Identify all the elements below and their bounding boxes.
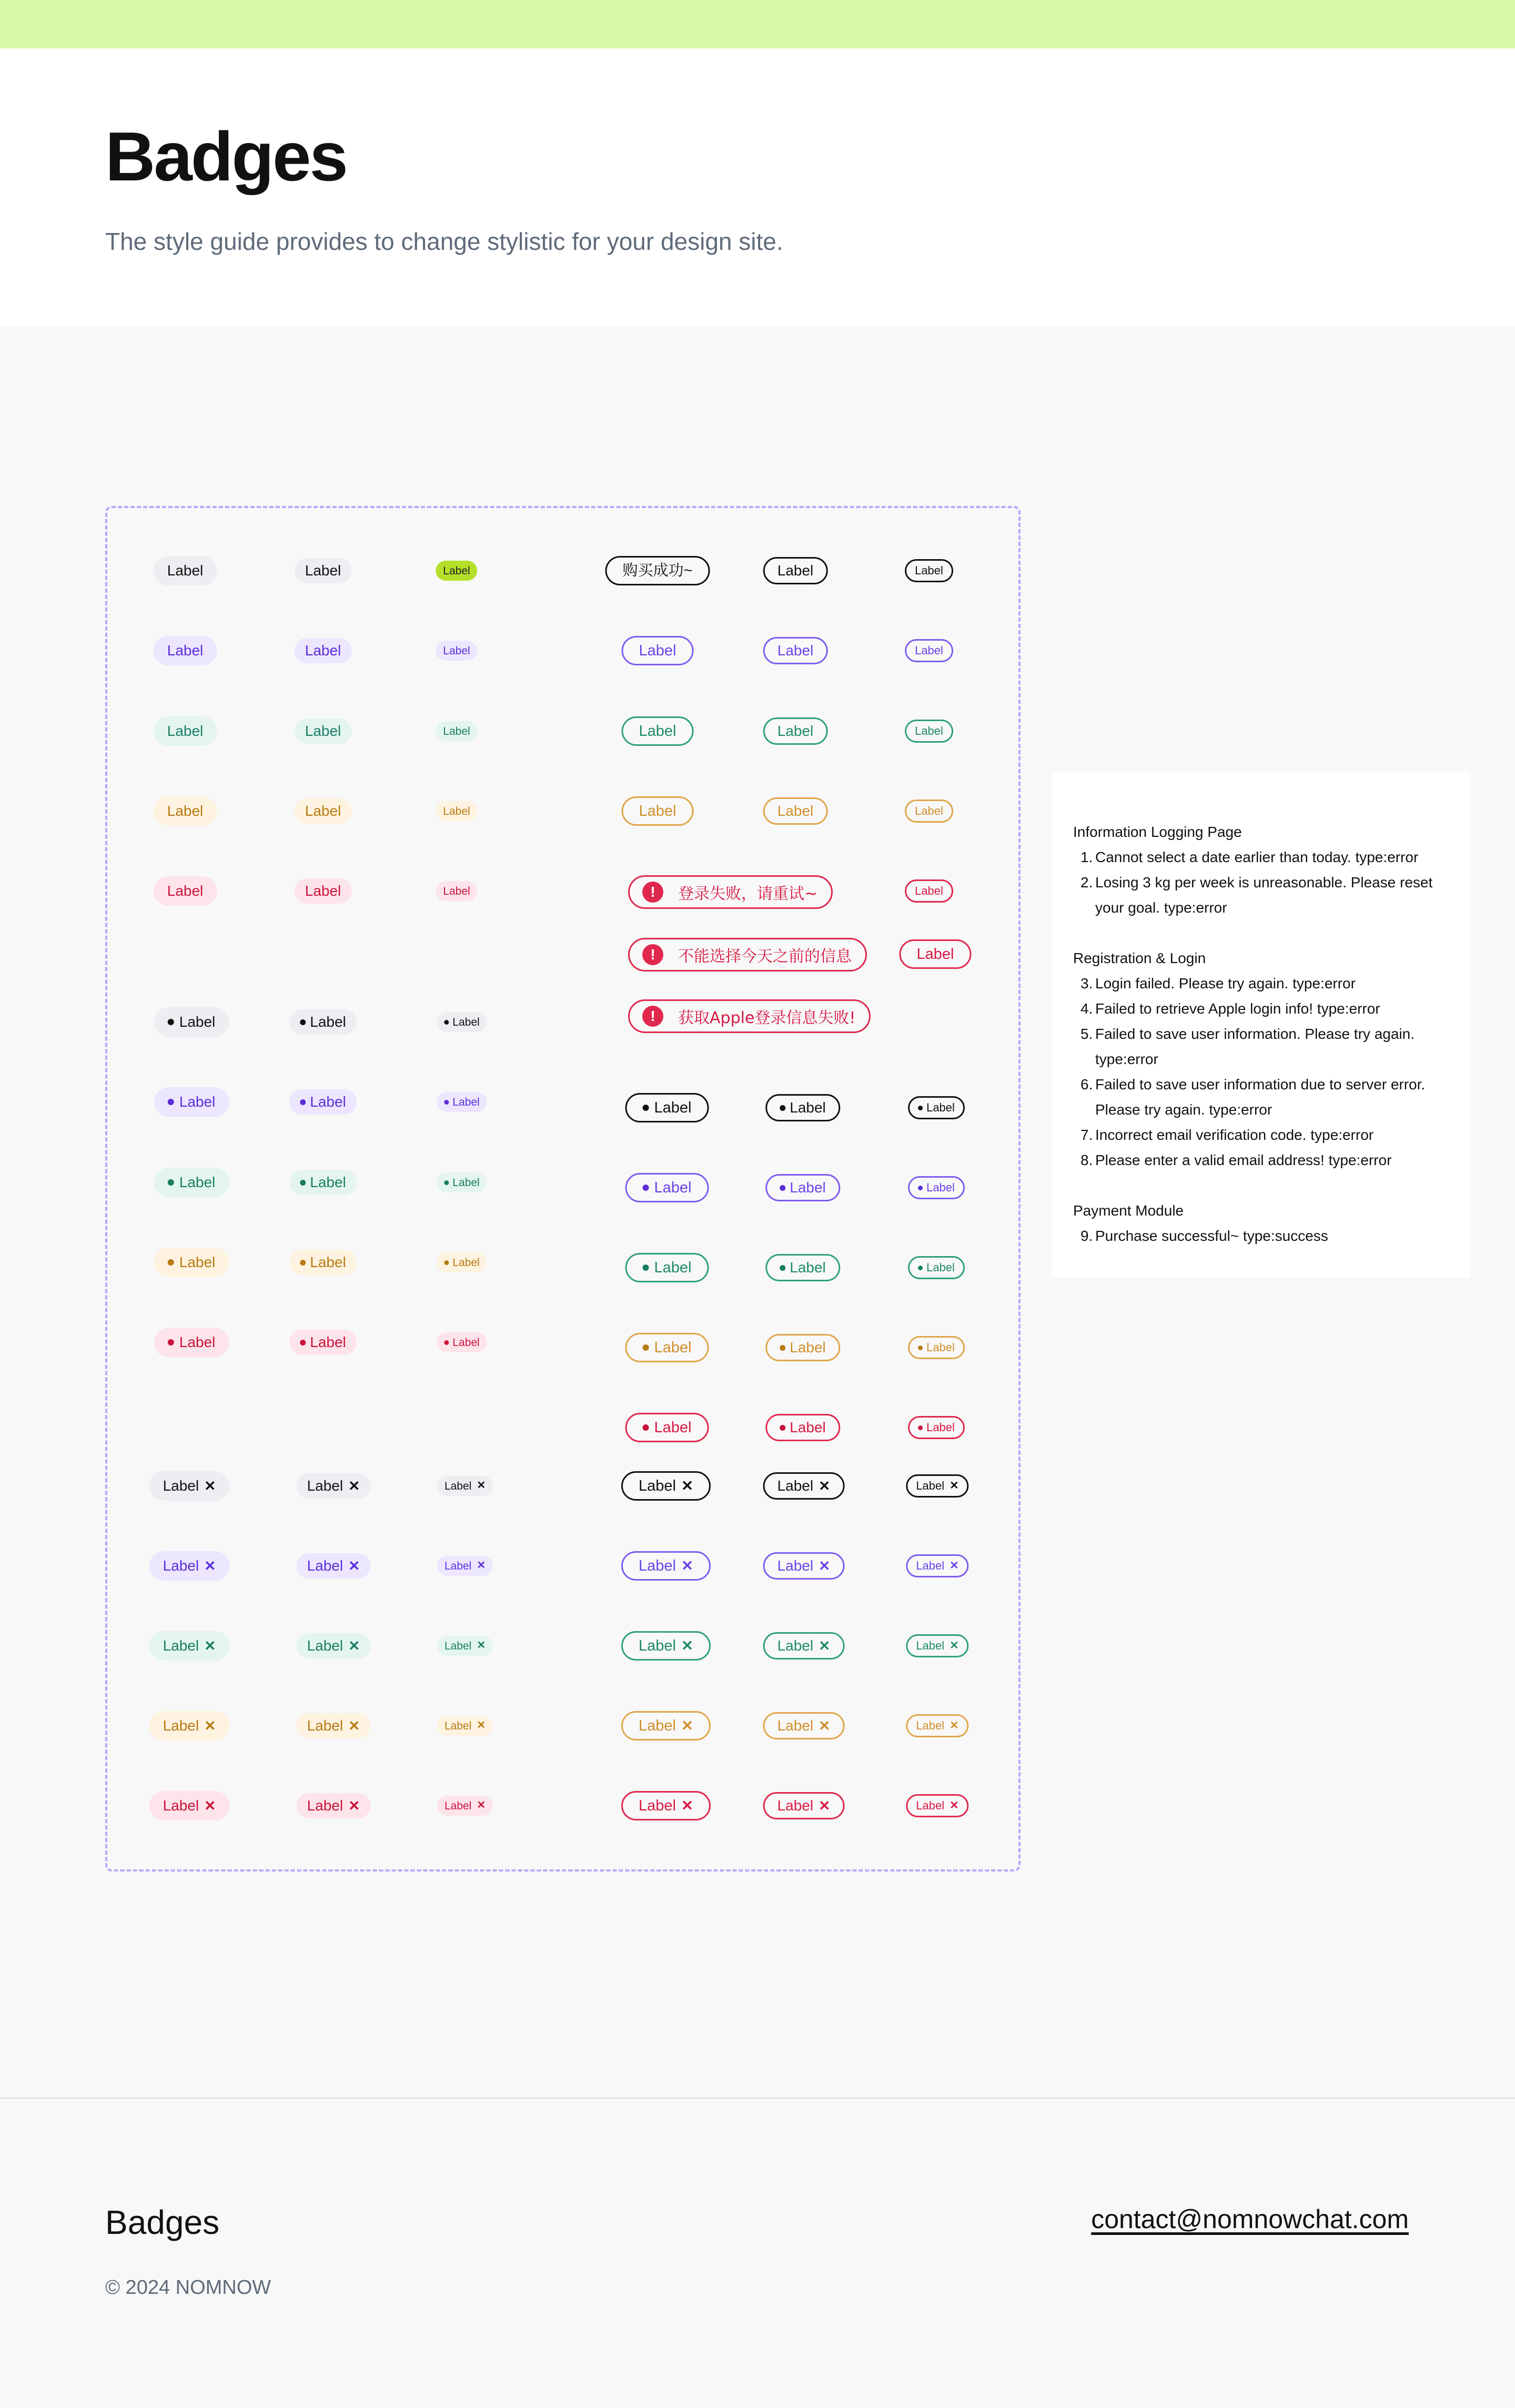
- badge-label: Label: [915, 804, 943, 817]
- close-icon[interactable]: ✕: [950, 1559, 959, 1572]
- close-icon[interactable]: ✕: [950, 1719, 959, 1732]
- amber-badge: [436, 801, 477, 821]
- badge-label: Label: [777, 1717, 814, 1734]
- badge-label: Label: [310, 1334, 346, 1350]
- neutral-badge: [154, 556, 217, 585]
- neutral-dot-badge: [154, 1007, 229, 1037]
- badge-label: Label: [444, 1719, 472, 1732]
- top-accent-bar: [0, 0, 1515, 48]
- badge-label: Label: [638, 1797, 676, 1814]
- amber-outline-badge: [622, 796, 694, 826]
- teal-closable-outline-badge[interactable]: [621, 1631, 711, 1661]
- teal-dot-badge: [437, 1172, 487, 1192]
- amber-closable-badge[interactable]: [149, 1711, 230, 1741]
- spec-item: 8. Please enter a valid email address! type:error: [1080, 1152, 1392, 1168]
- amber-outline-badge: [763, 797, 828, 825]
- neutral-badge: [436, 561, 477, 581]
- close-icon[interactable]: ✕: [348, 1637, 360, 1654]
- message-spec-panel: [1052, 771, 1471, 1277]
- close-icon[interactable]: ✕: [681, 1797, 694, 1814]
- teal-closable-badge[interactable]: [149, 1631, 230, 1661]
- neutral-closable-outline-badge[interactable]: [621, 1471, 711, 1501]
- teal-outline-badge: [622, 716, 694, 746]
- red-outline-badge: [900, 939, 972, 969]
- status-dot-icon: [444, 1180, 449, 1185]
- teal-closable-outline-badge[interactable]: [906, 1634, 968, 1657]
- status-dot-icon: [780, 1425, 785, 1431]
- badge-label: Label: [452, 1336, 480, 1349]
- neutral-closable-outline-badge[interactable]: [906, 1474, 968, 1498]
- badge-label: Label: [916, 1639, 945, 1652]
- spec-item: 3. Login failed. Please try again. type:error: [1080, 975, 1356, 991]
- purple-outline-badge: [905, 639, 953, 662]
- badge-label: Label: [452, 1096, 480, 1108]
- red-dot-outline-badge: [765, 1414, 840, 1441]
- status-dot-icon: [168, 1259, 174, 1266]
- amber-badge: [295, 798, 352, 824]
- badge-label: Label: [443, 564, 470, 577]
- purple-closable-badge[interactable]: [297, 1553, 371, 1579]
- teal-closable-badge[interactable]: [297, 1633, 371, 1658]
- status-dot-icon: [168, 1339, 174, 1345]
- badge-label: Label: [654, 1419, 692, 1436]
- close-icon[interactable]: ✕: [348, 1478, 360, 1494]
- badge-showcase-frame: [105, 506, 1021, 1871]
- teal-badge: [154, 716, 217, 746]
- spec-group-login: [1073, 946, 1450, 1173]
- badge-label: 购买成功~: [622, 562, 693, 579]
- badge-label: Label: [916, 1799, 945, 1812]
- status-dot-icon: [643, 1105, 649, 1111]
- badge-label: Label: [444, 1560, 472, 1572]
- status-dot-icon: [444, 1100, 449, 1105]
- badge-label: Label: [307, 1797, 344, 1814]
- neutral-dot-outline-badge: [625, 1093, 709, 1122]
- badge-label: Label: [179, 1014, 216, 1030]
- teal-dot-badge: [289, 1170, 357, 1195]
- badge-label: Label: [167, 883, 204, 899]
- status-dot-icon: [780, 1265, 785, 1271]
- badge-label: Label: [443, 885, 470, 897]
- badge-label: Label: [926, 1181, 955, 1194]
- close-icon[interactable]: ✕: [681, 1637, 694, 1654]
- badge-label: Label: [163, 1478, 199, 1494]
- badge-label: Label: [307, 1478, 344, 1494]
- status-dot-icon: [780, 1185, 785, 1191]
- footer-divider: [0, 2098, 1515, 2099]
- purple-badge: [436, 641, 477, 661]
- purple-dot-badge: [154, 1087, 229, 1117]
- status-dot-icon: [444, 1340, 449, 1345]
- badge-label: Label: [790, 1419, 826, 1435]
- badge-label: Label: [452, 1176, 480, 1189]
- spec-item: 2. Losing 3 kg per week is unreasonable. Please reset your goal. type:error: [1080, 874, 1433, 916]
- purple-badge: [154, 636, 217, 665]
- badge-label: Label: [654, 1179, 692, 1196]
- status-dot-icon: [168, 1179, 174, 1186]
- badge-label: Label: [444, 1799, 472, 1812]
- status-dot-icon: [300, 1019, 306, 1025]
- spec-item: 4. Failed to retrieve Apple login info! type:error: [1080, 1000, 1380, 1017]
- status-dot-icon: [300, 1260, 306, 1266]
- badge-label: Label: [443, 725, 470, 737]
- close-icon[interactable]: ✕: [477, 1640, 486, 1652]
- error-icon: !: [642, 1006, 663, 1027]
- amber-closable-outline-badge[interactable]: [906, 1714, 968, 1737]
- page-subtitle: The style guide provides to change stylistic for your design site.: [105, 228, 783, 255]
- close-icon[interactable]: ✕: [819, 1797, 831, 1814]
- spec-group-title: Information Logging Page: [1073, 824, 1242, 840]
- amber-dot-badge: [437, 1252, 487, 1272]
- badge-label: Label: [777, 723, 814, 739]
- teal-dot-badge: [154, 1168, 229, 1197]
- status-dot-icon: [643, 1264, 649, 1271]
- badge-label: Label: [305, 562, 341, 579]
- red-outline-badge: [905, 879, 953, 903]
- neutral-closable-badge[interactable]: [437, 1476, 493, 1496]
- badge-label: Label: [926, 1101, 955, 1114]
- amber-closable-outline-badge[interactable]: [763, 1712, 845, 1739]
- red-dot-badge: [437, 1332, 487, 1352]
- badge-label: Label: [305, 883, 341, 899]
- badge-label: Label: [790, 1339, 826, 1355]
- badge-label: Label: [167, 803, 204, 819]
- badge-label: Label: [790, 1259, 826, 1276]
- teal-dot-outline-badge: [625, 1253, 709, 1282]
- badge-label: Label: [654, 1259, 692, 1276]
- badge-label: Label: [777, 642, 814, 659]
- red-dot-outline-badge: [625, 1413, 709, 1442]
- amber-outline-badge: [905, 800, 953, 823]
- badge-label: Label: [654, 1339, 692, 1356]
- purple-closable-outline-badge[interactable]: [906, 1554, 968, 1577]
- badge-label: Label: [926, 1341, 955, 1354]
- red-dot-badge: [154, 1328, 229, 1357]
- teal-badge: [436, 721, 477, 741]
- badge-label: Label: [443, 644, 470, 657]
- badge-label: Label: [310, 1174, 346, 1190]
- amber-closable-outline-badge[interactable]: [621, 1711, 711, 1741]
- close-icon[interactable]: ✕: [950, 1479, 959, 1492]
- close-icon[interactable]: ✕: [348, 1717, 360, 1734]
- badge-label: Label: [305, 723, 341, 739]
- status-dot-icon: [780, 1345, 785, 1351]
- badge-label: Label: [777, 1797, 814, 1814]
- amber-dot-outline-badge: [765, 1334, 840, 1361]
- spec-item: 9. Purchase successful~ type:success: [1080, 1228, 1328, 1244]
- purple-outline-badge: [763, 637, 828, 664]
- badge-label: Label: [777, 1478, 814, 1494]
- badge-label: Label: [916, 1559, 945, 1572]
- amber-dot-outline-badge: [625, 1333, 709, 1362]
- purple-dot-outline-badge: [625, 1173, 709, 1202]
- badge-label: Label: [444, 1640, 472, 1652]
- purple-dot-badge: [289, 1089, 357, 1115]
- badge-label: Label: [179, 1334, 216, 1350]
- badge-label: Label: [790, 1099, 826, 1116]
- badge-label: Label: [790, 1179, 826, 1196]
- badge-label: Label: [310, 1254, 346, 1270]
- close-icon[interactable]: ✕: [950, 1639, 959, 1652]
- status-dot-icon: [300, 1340, 306, 1345]
- badge-label: Label: [452, 1256, 480, 1269]
- footer-title: Badges: [105, 2203, 220, 2241]
- badge-label: Label: [777, 1557, 814, 1574]
- purple-dot-outline-badge: [908, 1176, 965, 1199]
- footer-copyright: © 2024 NOMNOW: [105, 2277, 271, 2299]
- purple-closable-badge[interactable]: [149, 1551, 230, 1581]
- badge-label: Label: [639, 642, 676, 659]
- badge-label: Label: [179, 1174, 216, 1190]
- contact-email-link[interactable]: contact@nomnowchat.com: [1091, 2204, 1409, 2234]
- badge-label: Label: [179, 1254, 216, 1270]
- success-chip: [605, 556, 710, 585]
- badge-label: Label: [638, 1717, 676, 1734]
- amber-closable-badge[interactable]: [297, 1713, 371, 1738]
- badge-label: Label: [444, 1480, 472, 1492]
- purple-outline-badge: [622, 636, 694, 665]
- close-icon[interactable]: ✕: [681, 1717, 694, 1734]
- badge-label: Label: [305, 803, 341, 819]
- teal-closable-badge[interactable]: [437, 1636, 493, 1656]
- badge-label: Label: [307, 1557, 344, 1574]
- status-dot-icon: [300, 1099, 306, 1105]
- close-icon[interactable]: ✕: [204, 1478, 216, 1494]
- badge-label: Label: [307, 1637, 344, 1654]
- purple-closable-outline-badge[interactable]: [763, 1552, 845, 1580]
- status-dot-icon: [918, 1186, 923, 1190]
- red-badge: [436, 881, 477, 901]
- amber-dot-outline-badge: [908, 1336, 965, 1359]
- red-closable-outline-badge[interactable]: [763, 1792, 845, 1819]
- close-icon[interactable]: ✕: [204, 1717, 216, 1734]
- close-icon[interactable]: ✕: [681, 1557, 694, 1574]
- badge-label: Label: [915, 724, 943, 737]
- amber-dot-badge: [289, 1250, 357, 1275]
- badge-label: Label: [310, 1014, 346, 1030]
- purple-dot-outline-badge: [765, 1174, 840, 1201]
- teal-badge: [295, 719, 352, 744]
- spec-item: 6. Failed to save user information due to server error. Please try again. type:error: [1080, 1076, 1426, 1118]
- teal-outline-badge: [763, 717, 828, 745]
- badge-label: Label: [777, 803, 814, 819]
- badge-label: Label: [915, 564, 943, 577]
- neutral-badge: [295, 558, 352, 583]
- badge-label: Label: [163, 1557, 199, 1574]
- amber-dot-badge: [154, 1248, 229, 1277]
- spec-group-title: Registration & Login: [1073, 950, 1206, 966]
- badge-label: Label: [926, 1421, 955, 1434]
- close-icon[interactable]: ✕: [819, 1557, 831, 1574]
- teal-dot-outline-badge: [765, 1254, 840, 1281]
- teal-dot-outline-badge: [908, 1256, 965, 1279]
- neutral-outline-badge: [905, 559, 953, 582]
- error-alert: [628, 938, 867, 972]
- badge-label: Label: [167, 723, 204, 739]
- red-closable-badge[interactable]: [437, 1796, 493, 1816]
- spec-item: 7. Incorrect email verification code. type:error: [1080, 1127, 1374, 1143]
- neutral-dot-badge: [437, 1012, 487, 1032]
- close-icon[interactable]: ✕: [477, 1799, 486, 1812]
- error-message: 登录失败，请重试~: [678, 885, 818, 903]
- badge-label: Label: [307, 1717, 344, 1734]
- badge-label: Label: [639, 722, 676, 740]
- page-title: Badges: [105, 118, 347, 195]
- spec-item: 5. Failed to save user information. Please try again. type:error: [1080, 1026, 1415, 1067]
- badge-label: Label: [305, 642, 341, 659]
- status-dot-icon: [643, 1424, 649, 1431]
- close-icon[interactable]: ✕: [477, 1560, 486, 1572]
- badge-label: Label: [638, 1637, 676, 1654]
- badge-label: Label: [443, 805, 470, 817]
- amber-closable-badge[interactable]: [437, 1716, 493, 1736]
- badge-label: Label: [163, 1797, 199, 1814]
- error-alert: [628, 875, 833, 909]
- spec-item: 1. Cannot select a date earlier than today. type:error: [1080, 849, 1419, 865]
- status-dot-icon: [918, 1345, 923, 1350]
- status-dot-icon: [444, 1020, 449, 1025]
- close-icon[interactable]: ✕: [819, 1717, 831, 1734]
- close-icon[interactable]: ✕: [477, 1480, 486, 1492]
- badge-label: Label: [916, 1719, 945, 1732]
- badge-label: Label: [452, 1016, 480, 1028]
- red-closable-badge[interactable]: [297, 1793, 371, 1818]
- red-badge: [154, 876, 217, 906]
- badge-label: Label: [916, 945, 954, 963]
- close-icon[interactable]: ✕: [819, 1637, 831, 1654]
- close-icon[interactable]: ✕: [204, 1797, 216, 1814]
- neutral-dot-outline-badge: [908, 1096, 965, 1119]
- status-dot-icon: [918, 1266, 923, 1270]
- badge-label: Label: [639, 802, 676, 819]
- badge-label: Label: [777, 1637, 814, 1654]
- spec-group-title: Payment Module: [1073, 1202, 1184, 1219]
- status-dot-icon: [918, 1106, 923, 1110]
- badge-label: Label: [167, 562, 204, 579]
- badge-label: Label: [310, 1094, 346, 1110]
- red-badge: [295, 878, 352, 904]
- badge-label: Label: [915, 644, 943, 657]
- badge-label: Label: [916, 1479, 945, 1492]
- teal-closable-outline-badge[interactable]: [763, 1632, 845, 1660]
- error-icon: !: [642, 882, 663, 903]
- status-dot-icon: [168, 1099, 174, 1105]
- neutral-closable-outline-badge[interactable]: [763, 1472, 845, 1500]
- error-alert: [628, 999, 871, 1033]
- status-dot-icon: [300, 1180, 306, 1186]
- badge-label: Label: [777, 562, 814, 579]
- neutral-dot-outline-badge: [765, 1094, 840, 1121]
- badge-label: Label: [638, 1557, 676, 1574]
- neutral-outline-badge: [763, 557, 828, 584]
- close-icon[interactable]: ✕: [204, 1637, 216, 1654]
- spec-group-payment: [1073, 1198, 1450, 1249]
- amber-badge: [154, 796, 217, 826]
- purple-badge: [295, 638, 352, 663]
- red-dot-badge: [289, 1330, 357, 1355]
- error-message: 不能选择今天之前的信息: [678, 947, 852, 966]
- error-message: 获取Apple登录信息失败!: [678, 1009, 856, 1027]
- teal-outline-badge: [905, 720, 953, 743]
- page-header: [0, 48, 1515, 326]
- purple-closable-outline-badge[interactable]: [621, 1551, 711, 1581]
- status-dot-icon: [168, 1019, 174, 1025]
- badge-label: Label: [926, 1261, 955, 1274]
- red-closable-outline-badge[interactable]: [906, 1794, 968, 1817]
- close-icon[interactable]: ✕: [477, 1719, 486, 1732]
- close-icon[interactable]: ✕: [819, 1478, 831, 1494]
- close-icon[interactable]: ✕: [348, 1557, 360, 1574]
- close-icon[interactable]: ✕: [681, 1478, 694, 1494]
- purple-dot-badge: [437, 1092, 487, 1112]
- badge-label: Label: [163, 1637, 199, 1654]
- neutral-dot-badge: [289, 1009, 357, 1035]
- status-dot-icon: [918, 1425, 923, 1430]
- red-closable-badge[interactable]: [149, 1791, 230, 1820]
- status-dot-icon: [444, 1260, 449, 1265]
- badge-label: Label: [163, 1717, 199, 1734]
- red-closable-outline-badge[interactable]: [621, 1791, 711, 1820]
- status-dot-icon: [643, 1344, 649, 1351]
- badge-label: Label: [179, 1094, 216, 1110]
- close-icon[interactable]: ✕: [204, 1557, 216, 1574]
- close-icon[interactable]: ✕: [950, 1799, 959, 1812]
- badge-label: Label: [638, 1477, 676, 1494]
- badge-label: Label: [915, 884, 943, 897]
- spec-group-logging: [1073, 819, 1450, 920]
- status-dot-icon: [780, 1105, 785, 1111]
- red-dot-outline-badge: [908, 1416, 965, 1439]
- neutral-closable-badge[interactable]: [149, 1471, 230, 1501]
- close-icon[interactable]: ✕: [348, 1797, 360, 1814]
- badge-label: Label: [654, 1099, 692, 1116]
- error-icon: !: [642, 944, 663, 965]
- status-dot-icon: [643, 1185, 649, 1191]
- purple-closable-badge[interactable]: [437, 1556, 493, 1576]
- badge-label: Label: [167, 642, 204, 659]
- neutral-closable-badge[interactable]: [297, 1473, 371, 1499]
